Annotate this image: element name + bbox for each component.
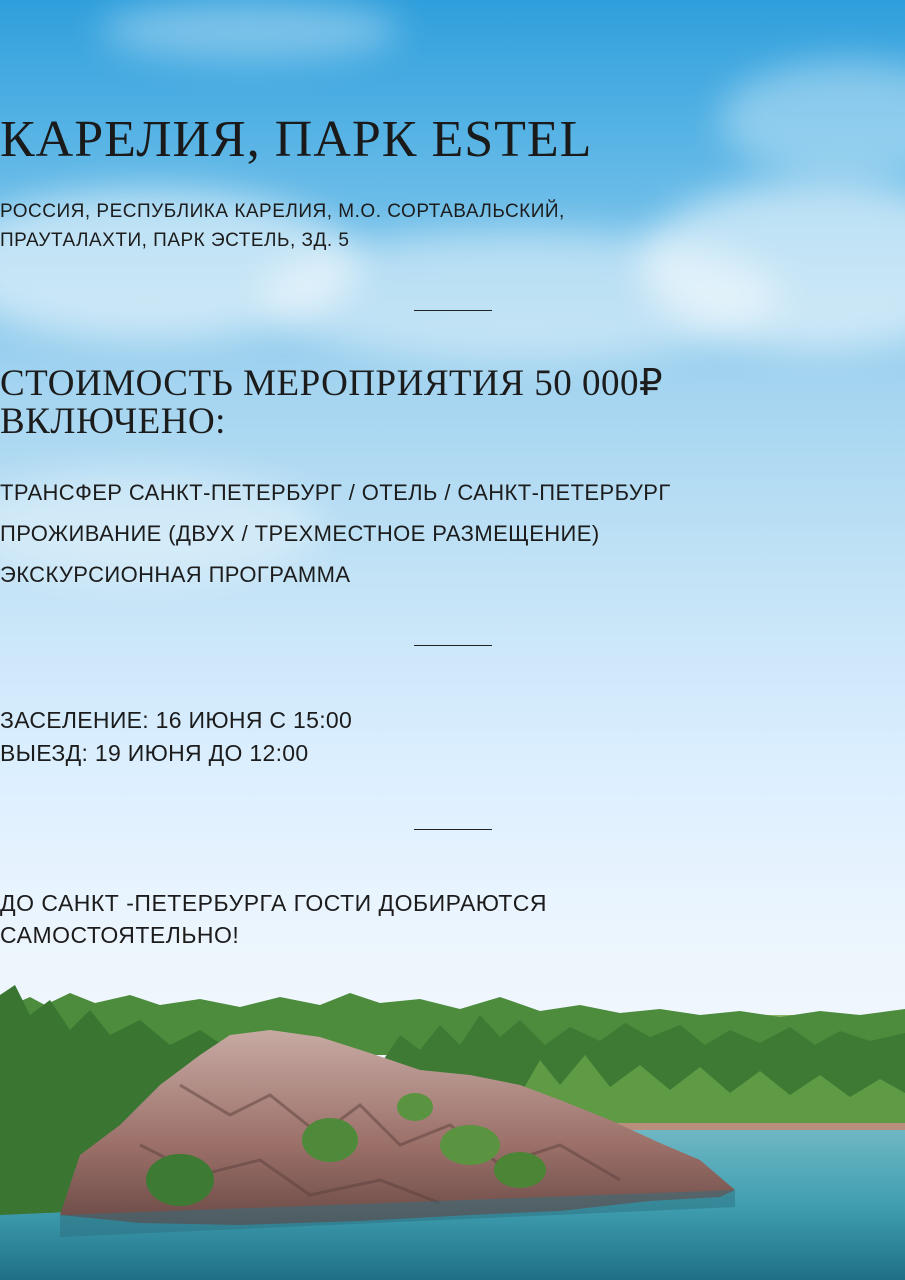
address-line: ПРАУТАЛАХТИ, ПАРК ЭСТЕЛЬ, ЗД. 5: [0, 230, 350, 251]
address-line: РОССИЯ, РЕСПУБЛИКА КАРЕЛИЯ, М.О. СОРТАВАЛЬСКИЙ,: [0, 201, 565, 222]
cost-heading: [0, 365, 905, 441]
included-list: [0, 472, 905, 595]
divider: [414, 829, 492, 830]
cloud: [100, 0, 400, 60]
included-heading: ВКЛЮЧЕНО:: [0, 401, 226, 442]
shrub: [440, 1125, 500, 1165]
landscape-illustration: [0, 975, 905, 1280]
schedule: [0, 704, 905, 770]
divider: [414, 310, 492, 311]
shrub: [494, 1152, 546, 1188]
note-line: ДО САНКТ -ПЕТЕРБУРГА ГОСТИ ДОБИРАЮТСЯ: [0, 890, 547, 916]
address: [0, 197, 905, 255]
checkin-time: ЗАСЕЛЕНИЕ: 16 ИЮНЯ С 15:00: [0, 707, 353, 733]
shrub: [302, 1118, 358, 1162]
poster-title: КАРЕЛИЯ, ПАРК ESTEL: [0, 111, 593, 168]
checkout-time: ВЫЕЗД: 19 ИЮНЯ ДО 12:00: [0, 740, 309, 766]
included-item: ТРАНСФЕР САНКТ-ПЕТЕРБУРГ / ОТЕЛЬ / САНКТ-ПЕТЕРБУРГ: [0, 480, 671, 505]
divider: [414, 645, 492, 646]
cost-line: СТОИМОСТЬ МЕРОПРИЯТИЯ 50 000₽: [0, 363, 664, 404]
included-item: ПРОЖИВАНИЕ (ДВУХ / ТРЕХМЕСТНОЕ РАЗМЕЩЕНИЕ): [0, 521, 600, 546]
included-item: ЭКСКУРСИОННАЯ ПРОГРАММА: [0, 562, 351, 587]
shrub: [146, 1154, 214, 1206]
note-line: САМОСТОЯТЕЛЬНО!: [0, 922, 240, 948]
travel-note: [0, 887, 905, 951]
shrub: [397, 1093, 433, 1121]
